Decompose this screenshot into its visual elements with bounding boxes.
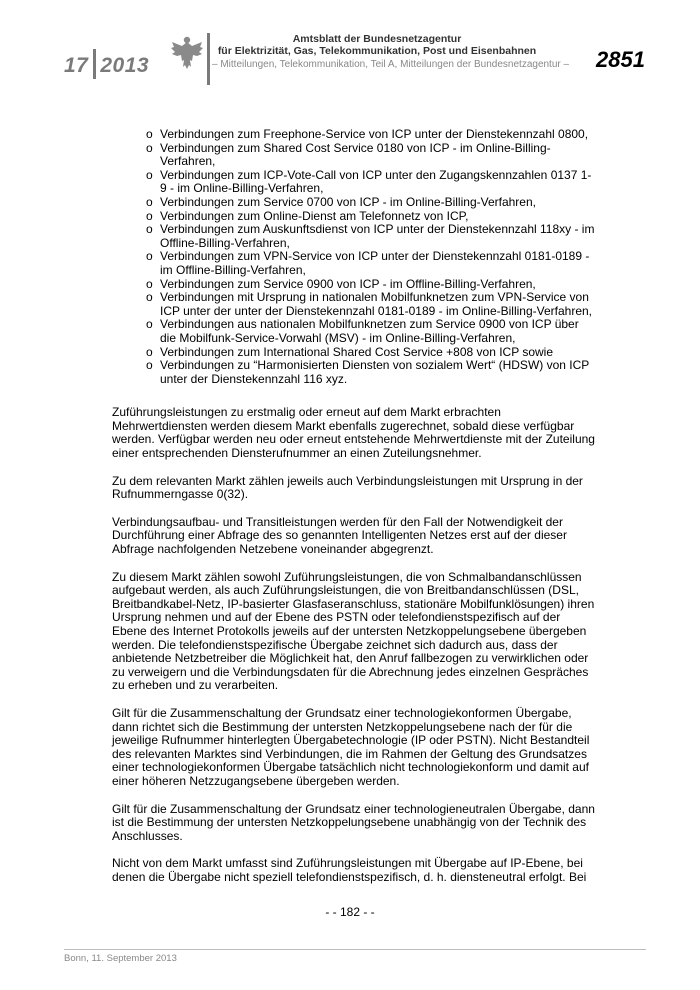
list-item: o Verbindungen zum VPN-Service von ICP unter der Dienstekennzahl 0181-0189 - im Offline-Billing-Verfahren,: [146, 249, 590, 277]
issue-year: 2013: [100, 54, 150, 77]
list-item: o Verbindungen mit Ursprung in nationalen Mobilfunknetzen zum VPN-Service von ICP unter der unter der Dienstekennzahl 0181-0189 - im Online-Billing-Verfahren,: [146, 290, 593, 318]
bullet-marker: o: [146, 358, 153, 373]
list-item: o Verbindungen aus nationalen Mobilfunknetzen zum Service 0900 von ICP über die Mobilfunk-Service-Vorwahl (MSV) - im Online-Billing-Verfahren,: [146, 317, 579, 345]
bullet-marker: o: [146, 140, 153, 155]
connection-list: [112, 128, 598, 386]
list-item: o Verbindungen zum Shared Cost Service 0180 von ICP - im Online-Billing-Verfahren,: [146, 140, 551, 169]
page-number: 2851: [596, 47, 645, 72]
publication-title: [212, 33, 542, 57]
list-item: o Verbindungen zu “Harmonisierten Diensten von sozialem Wert“ (HDSW) von ICP unter der Dienstekennzahl 116 xyz.: [146, 358, 590, 386]
bullet-marker: o: [146, 167, 153, 182]
list-item: o Verbindungen zum Online-Dienst am Telefonnetz von ICP,: [146, 208, 469, 223]
footer-divider: [64, 949, 646, 950]
page-marker: - - 182 - -: [325, 905, 375, 919]
list-item: o Verbindungen zum International Shared Cost Service +808 von ICP sowie: [146, 344, 554, 359]
header-divider: [207, 33, 210, 85]
footer-date: Bonn, 11. September 2013: [64, 953, 177, 964]
list-item: o Verbindungen zum Freephone-Service von ICP unter der Dienstekennzahl 0800,: [146, 127, 589, 141]
paragraph: Zu diesem Markt zählen sowohl Zuführungsleistungen, die von Schmalbandanschlüssen aufgebaut werden, als auch Zuführungsleistungen, die von Breitbandanschlüssen (DSL, Breitbandkabel-Netz, IP-basierter Glasfaseranschluss, stationäre Mobilfunklösungen) ihren Ursprung nehmen und auf der Ebene des PSTN oder telefondienstspezifisch auf der Ebene des Internet Protokolls jeweils auf der untersten Netzkoppelungsebene übergeben werden. Die telefondienstspezifische Übergabe zeichnet sich dadurch aus, dass der anbietende Netzbetreiber die Möglichkeit hat, den Anruf fallbezogen zu verwirklichen oder zu verweigern und die Verbindungsdaten für die Abrechnung jedes einzelnen Gespräches zu erheben und zu verarbeiten.: [112, 569, 595, 693]
bullet-marker: o: [146, 290, 153, 305]
bullet-marker: o: [146, 276, 153, 291]
paragraph: Verbindungsaufbau- und Transitleistungen werden für den Fall der Notwendigkeit der Durchführung einer Abfrage des so genannten Intelligenten Netzes erst auf der dieser Abfrage nachfolgenden Netzebene voneinander abgegrenzt.: [112, 514, 567, 557]
publication-subtitle: – Mitteilungen, Telekommunikation, Teil A, Mitteilungen der Bundesnetzagentur –: [212, 59, 570, 70]
paragraph: Nicht von dem Markt umfasst sind Zuführungsleistungen mit Übergabe auf IP-Ebene, bei denen die Übergabe nicht speziell telefondienstspezifisch, d. h. diensteneutral erfolgt. Bei: [112, 856, 587, 884]
paragraph: Zuführungsleistungen zu erstmalig oder erneut auf dem Markt erbrachten Mehrwertdiensten werden diesem Markt ebenfalls zugerechnet, sobald diese verfügbar werden. Verfügbar werden neu oder erneut entstehende Mehrwertdienste mit der Zuteilung einer entsprechenden Diensterufnummer an einen Zuteilungsnehmer.: [112, 405, 595, 461]
issue-number-value: 17: [64, 54, 89, 77]
bullet-marker: o: [146, 317, 153, 332]
federal-eagle-icon: [170, 34, 204, 72]
paragraph: Gilt für die Zusammenschaltung der Grundsatz einer technologiekonformen Übergabe, dann richtet sich die Bestimmung der untersten Netzkoppelungsebene nach der für die jeweilige Rufnummer hinterlegten Übergabetechnologie (IP oder PSTN). Nicht Bestandteil des relevanten Marktes sind Verbindungen, die im Rahmen der Geltung des Grundsatzes einer technologiekonformen Übergabe tatsächlich nicht technologiekonform und damit auf einer höheren Netzzugangsebene übergeben werden.: [112, 705, 590, 788]
list-item: o Verbindungen zum Service 0900 von ICP - im Offline-Billing-Verfahren,: [146, 276, 536, 291]
bullet-marker: o: [146, 208, 153, 223]
document-body: [112, 128, 598, 899]
publication-title-line2: für Elektrizität, Gas, Telekommunikation, Post und Eisenbahnen: [217, 45, 537, 57]
issue-separator: [93, 49, 96, 79]
publication-title-line1: Amtsblatt der Bundesnetzagentur: [292, 33, 462, 45]
list-item: o Verbindungen zum ICP-Vote-Call von ICP unter den Zugangskennzahlen 0137 1-9 - im Online-Billing-Verfahren,: [146, 167, 592, 196]
issue-number: [64, 49, 149, 79]
bullet-marker: o: [146, 249, 153, 264]
list-item: o Verbindungen zum Auskunftsdienst von ICP unter der Dienstekennzahl 118xy - im Offline-Billing-Verfahren,: [146, 222, 595, 250]
bullet-marker: o: [146, 127, 153, 141]
paragraph: Zu dem relevanten Markt zählen jeweils auch Verbindungsleistungen mit Ursprung in der Rufnummerngasse 0(32).: [112, 473, 583, 502]
bullet-marker: o: [146, 222, 153, 237]
bullet-marker: o: [146, 344, 153, 359]
list-item: o Verbindungen zum Service 0700 von ICP - im Online-Billing-Verfahren,: [146, 194, 536, 209]
bullet-marker: o: [146, 194, 153, 209]
paragraph: Gilt für die Zusammenschaltung der Grundsatz einer technologieneutralen Übergabe, dann ist die Bestimmung der untersten Netzkoppelungsebene unabhängig von der Technik des Anschlusses.: [112, 801, 595, 843]
